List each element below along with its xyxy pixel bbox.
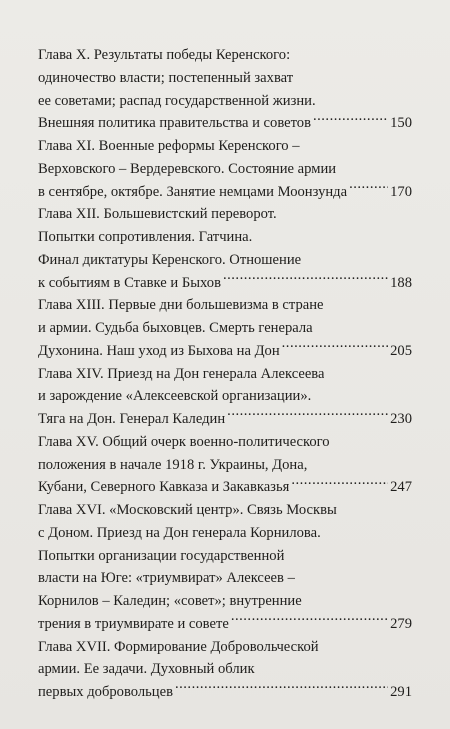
toc-line-text: Верховского – Вердеревского. Состояние армии bbox=[38, 160, 337, 177]
toc-line bbox=[38, 203, 412, 226]
page-number: 247 bbox=[390, 479, 412, 496]
toc-line-text: Глава XIII. Первые дни большевизма в стране bbox=[38, 297, 324, 314]
toc-line-text: армии. Ее задачи. Духовный облик bbox=[38, 661, 255, 678]
toc-line-text: Финал диктатуры Керенского. Отношение bbox=[38, 251, 302, 268]
toc-line bbox=[38, 454, 412, 477]
toc-line bbox=[38, 590, 412, 613]
toc-line-text: Духонина. Наш уход из Быхова на Дон bbox=[38, 342, 280, 359]
toc-line-text: Глава XV. Общий очерк военно-политического bbox=[38, 433, 330, 450]
toc-line bbox=[38, 681, 412, 704]
toc-line-text: Внешняя политика правительства и советов bbox=[38, 115, 311, 132]
toc-line-text: трения в триумвирате и совете bbox=[38, 615, 229, 632]
toc-line-text: Попытки организации государственной bbox=[38, 547, 285, 564]
toc-line bbox=[38, 226, 412, 249]
toc-line bbox=[38, 272, 412, 295]
toc-line-text: Глава XIV. Приезд на Дон генерала Алексеева bbox=[38, 365, 325, 382]
toc-line bbox=[38, 522, 412, 545]
toc-line bbox=[38, 44, 412, 67]
toc-line-text: Кубани, Северного Кавказа и Закавказья bbox=[38, 479, 290, 496]
toc-line bbox=[38, 249, 412, 272]
toc-line-text: Глава XII. Большевистский переворот. bbox=[38, 206, 277, 223]
page-number: 230 bbox=[390, 411, 412, 427]
toc-line-text: Тяга на Дон. Генерал Каледин bbox=[38, 411, 226, 427]
dot-leader bbox=[282, 340, 388, 355]
toc-line-text: Глава XVI. «Московский центр». Связь Москвы bbox=[38, 502, 337, 518]
page-number: 279 bbox=[390, 615, 412, 632]
toc-line-text: Корнилов – Каледин; «совет»; внутренние bbox=[38, 593, 302, 609]
toc-line-text: одиночество власти; постепенный захват bbox=[38, 69, 294, 86]
page-number: 150 bbox=[390, 115, 412, 132]
dot-leader bbox=[175, 681, 388, 696]
toc-line bbox=[38, 476, 412, 499]
toc-line-text: Глава XI. Военные реформы Керенского – bbox=[38, 138, 300, 154]
toc-line bbox=[38, 567, 412, 590]
toc-line bbox=[38, 545, 412, 568]
toc-line bbox=[38, 613, 412, 636]
page-number: 188 bbox=[390, 274, 412, 291]
toc-line-text: и зарождение «Алексеевской организации». bbox=[38, 388, 312, 405]
toc-line bbox=[38, 181, 412, 204]
toc-line-text: положения в начале 1918 г. Украины, Дона, bbox=[38, 456, 308, 473]
toc-line bbox=[38, 363, 412, 386]
toc-line bbox=[38, 431, 412, 454]
toc-line bbox=[38, 112, 412, 135]
toc-line-text: Глава X. Результаты победы Керенского: bbox=[38, 47, 291, 63]
toc-line bbox=[38, 158, 412, 181]
dot-leader bbox=[231, 613, 388, 628]
toc-line bbox=[38, 636, 412, 659]
table-of-contents bbox=[38, 44, 412, 704]
toc-line bbox=[38, 408, 412, 431]
toc-line-text: Попытки сопротивления. Гатчина. bbox=[38, 229, 253, 245]
toc-line bbox=[38, 499, 412, 522]
toc-line bbox=[38, 294, 412, 317]
toc-line-text: и армии. Судьба быховцев. Смерть генерала bbox=[38, 320, 313, 336]
toc-line bbox=[38, 135, 412, 158]
dot-leader bbox=[227, 408, 388, 423]
dot-leader bbox=[349, 181, 388, 196]
toc-line-text: к событиям в Ставке и Быхов bbox=[38, 274, 221, 291]
toc-line bbox=[38, 90, 412, 113]
toc-line-text: с Доном. Приезд на Дон генерала Корнилова. bbox=[38, 524, 321, 541]
toc-line-text: власти на Юге: «триумвират» Алексеев – bbox=[38, 570, 295, 587]
dot-leader bbox=[223, 272, 388, 287]
toc-line bbox=[38, 658, 412, 681]
page-number: 170 bbox=[390, 183, 412, 200]
toc-line bbox=[38, 340, 412, 363]
toc-line bbox=[38, 317, 412, 340]
toc-line bbox=[38, 385, 412, 408]
toc-line bbox=[38, 67, 412, 90]
toc-line-text: первых добровольцев bbox=[38, 684, 173, 700]
toc-line-text: ее советами; распад государственной жизни. bbox=[38, 92, 316, 109]
dot-leader bbox=[313, 113, 388, 128]
toc-line-text: Глава XVII. Формирование Добровольческой bbox=[38, 638, 319, 655]
dot-leader bbox=[291, 477, 388, 492]
page-number: 291 bbox=[390, 684, 412, 700]
toc-line-text: в сентябре, октябре. Занятие немцами Моонзунда bbox=[38, 183, 348, 200]
page-number: 205 bbox=[390, 342, 412, 359]
